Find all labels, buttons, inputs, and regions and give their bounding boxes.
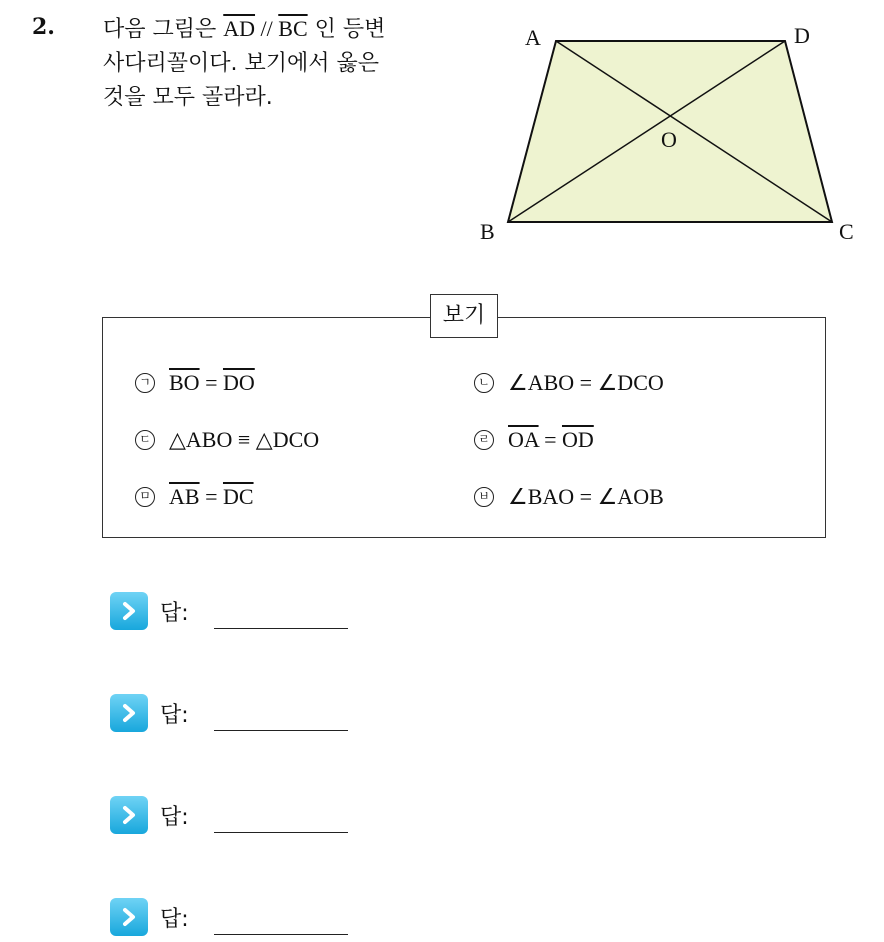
answer-blank[interactable]	[214, 832, 348, 833]
segment-overline: $\overline{OA}$	[508, 427, 539, 452]
label-c: C	[839, 219, 854, 244]
bogi-item-4	[474, 427, 594, 453]
expression-text: =	[199, 484, 223, 509]
answer-row-3[interactable]	[110, 796, 189, 834]
segment-overline: $\overline{OD}$	[561, 427, 594, 452]
bogi-item-3	[135, 427, 319, 453]
answer-blank[interactable]	[214, 934, 348, 935]
answer-label: 답:	[160, 601, 189, 626]
chevron-right-icon	[110, 694, 148, 732]
item-marker: ㄹ	[474, 430, 494, 450]
answer-blank[interactable]	[214, 730, 348, 731]
bogi-item-1	[135, 370, 255, 396]
answer-label: 답:	[160, 703, 189, 728]
question-line-3: 것을 모두 골라라.	[103, 85, 273, 110]
bogi-item-6	[474, 484, 664, 510]
parallel-symbol: //	[255, 16, 279, 41]
item-expression	[508, 370, 664, 396]
chevron-right-icon	[110, 592, 148, 630]
expression-text: △ABO ≡ △DCO	[169, 427, 320, 452]
segment-overline: $\overline{AB}$	[169, 484, 200, 509]
label-d: D	[794, 23, 810, 48]
chevron-right-icon	[110, 898, 148, 936]
item-expression	[508, 484, 664, 510]
answer-row-4[interactable]	[110, 898, 189, 936]
label-a: A	[525, 25, 541, 50]
item-expression	[169, 370, 255, 396]
expression-text: ∠BAO = ∠AOB	[508, 484, 664, 509]
answer-row-2[interactable]	[110, 694, 189, 732]
segment-bc: $\overline{BC}$	[278, 16, 308, 41]
answer-blank[interactable]	[214, 628, 348, 629]
answer-label: 답:	[160, 907, 189, 932]
item-marker: ㄷ	[135, 430, 155, 450]
expression-text: =	[538, 427, 562, 452]
label-b: B	[480, 219, 495, 244]
item-marker: ㅂ	[474, 487, 494, 507]
question-text	[103, 12, 448, 115]
segment-overline: $\overline{DC}$	[222, 484, 254, 509]
item-expression	[169, 427, 319, 453]
question-line-2: 사다리꼴이다. 보기에서 옳은	[103, 51, 380, 76]
label-o: O	[661, 127, 677, 152]
item-marker: ㄴ	[474, 373, 494, 393]
expression-text: ∠ABO = ∠DCO	[508, 370, 664, 395]
answer-row-1[interactable]	[110, 592, 189, 630]
bogi-item-5	[135, 484, 254, 510]
segment-overline: $\overline{DO}$	[222, 370, 255, 395]
question-line-1	[103, 12, 448, 47]
chevron-right-icon	[110, 796, 148, 834]
question-line-1-post: 인 등변	[307, 17, 386, 42]
expression-text: =	[199, 370, 223, 395]
question-line-1-pre: 다음 그림은	[103, 17, 224, 42]
item-marker: ㄱ	[135, 373, 155, 393]
item-expression	[169, 484, 254, 510]
bogi-item-2	[474, 370, 664, 396]
bogi-title: 보기	[430, 294, 498, 338]
segment-overline: $\overline{BO}$	[169, 370, 200, 395]
item-marker: ㅁ	[135, 487, 155, 507]
question-number: 2.	[32, 14, 55, 40]
segment-ad: $\overline{AD}$	[223, 16, 256, 41]
answer-label: 답:	[160, 805, 189, 830]
item-expression	[508, 427, 594, 453]
trapezoid-figure	[470, 14, 870, 244]
